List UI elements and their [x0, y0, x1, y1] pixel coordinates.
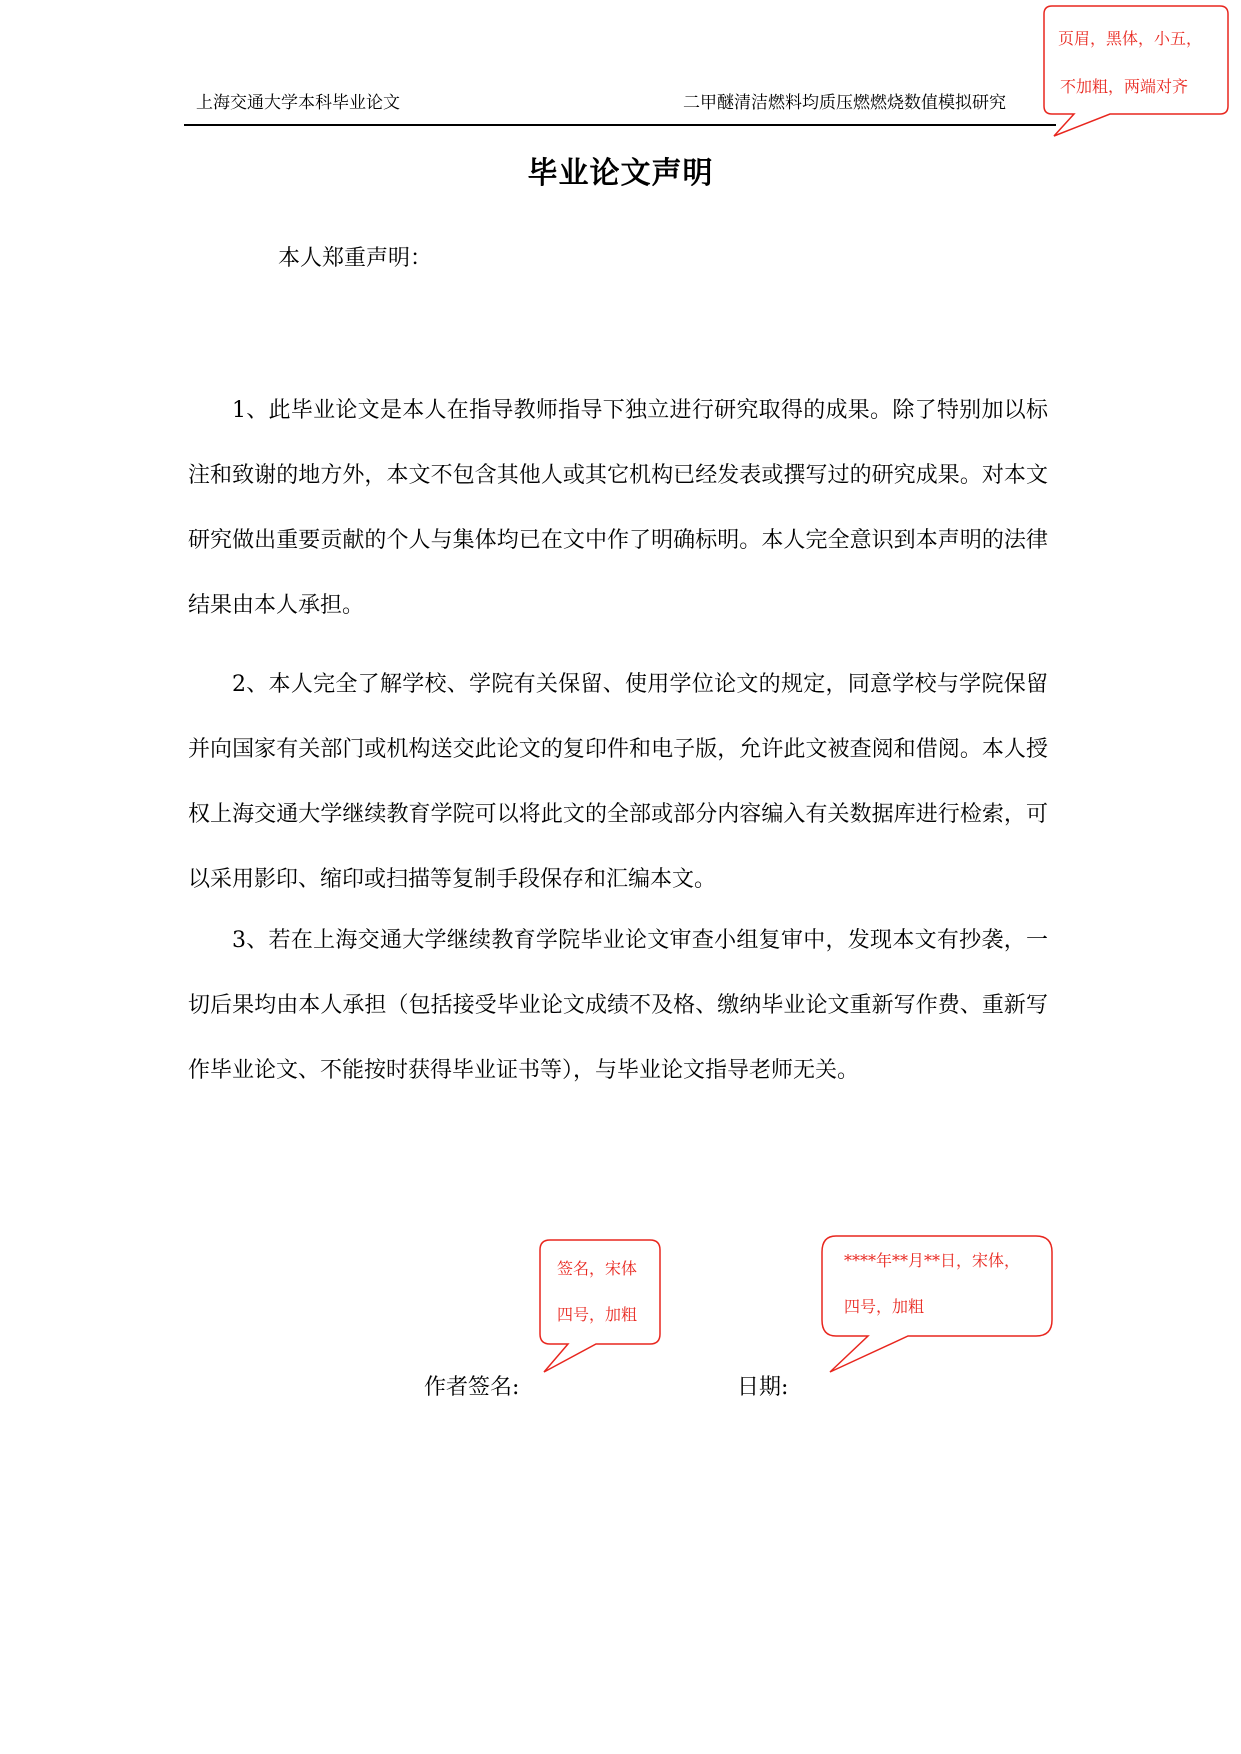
author-signature-label: 作者签名: — [424, 1375, 520, 1400]
declaration-intro: 本人郑重声明： — [278, 246, 433, 271]
header-right-text: 二甲醚清洁燃料均质压燃燃烧数值模拟研究 — [683, 93, 1006, 113]
header-note-line-2: 不加粗，两端对齐 — [1060, 77, 1189, 96]
date-format-callout — [818, 1232, 1058, 1380]
header-left-text: 上海交通大学本科毕业论文 — [196, 93, 400, 113]
header-format-callout — [1040, 4, 1230, 144]
declaration-paragraph-3: 3、若在上海交通大学继续教育学院毕业论文审查小组复审中，发现本文有抄袭，一切后果均由本人承担（包括接受毕业论文成绩不及格、缴纳毕业论文重新写作费、重新写作毕业论文、不能按时获得毕业证书等），与毕业论文指导老师无关。 — [188, 928, 1048, 1083]
declaration-paragraph-2: 2、本人完全了解学校、学院有关保留、使用学位论文的规定，同意学校与学院保留并向国家有关部门或机构送交此论文的复印件和电子版，允许此文被查阅和借阅。本人授权上海交通大学继续教育学院可以将此文的全部或部分内容编入有关数据库进行检索，可以采用影印、缩印或扫描等复制手段保存和汇编本文。 — [188, 672, 1048, 892]
signature-note-line-2: 四号，加粗 — [557, 1305, 638, 1324]
header-note-line-1: 页眉，黑体，小五， — [1058, 29, 1203, 48]
signature-note-line-1: 签名，宋体 — [557, 1259, 638, 1278]
signature-format-callout — [536, 1238, 666, 1378]
date-label: 日期: — [737, 1375, 789, 1400]
date-note-line-1: ****年**月**日，宋体， — [844, 1251, 1021, 1270]
date-note-line-2: 四号，加粗 — [844, 1297, 925, 1316]
declaration-paragraph-1: 1、此毕业论文是本人在指导教师指导下独立进行研究取得的成果。除了特别加以标注和致谢的地方外，本文不包含其他人或其它机构已经发表或撰写过的研究成果。对本文研究做出重要贡献的个人与集体均已在文中作了明确标明。本人完全意识到本声明的法律结果由本人承担。 — [188, 398, 1048, 618]
page-title: 毕业论文声明 — [527, 156, 714, 191]
header-divider — [184, 124, 1056, 126]
